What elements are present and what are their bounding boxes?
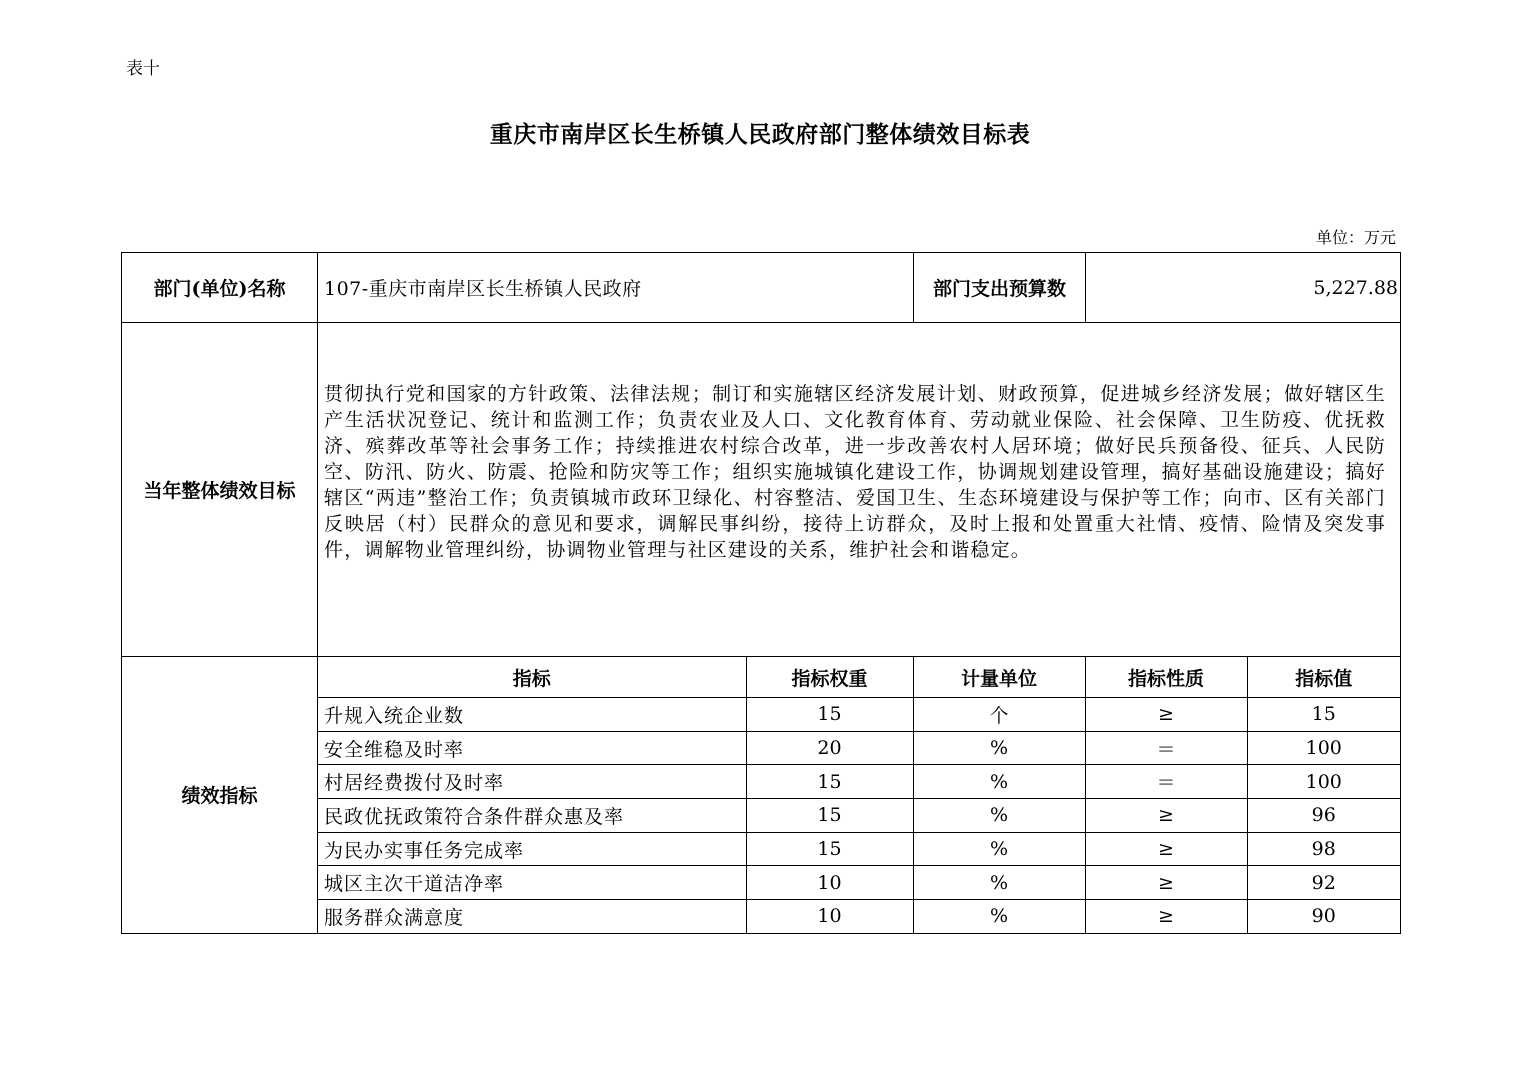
indicator-name: 民政优抚政策符合条件群众惠及率 [318, 799, 746, 833]
indicator-weight: 15 [746, 799, 913, 833]
table-row [318, 832, 1400, 866]
indicator-value: 96 [1247, 799, 1400, 833]
indicator-name: 升规入统企业数 [318, 698, 746, 732]
table-row [318, 900, 1400, 933]
indicator-nature: ≥ [1085, 866, 1247, 900]
indicators-label: 绩效指标 [122, 657, 318, 934]
department-row [122, 253, 1401, 323]
indicator-weight: 15 [746, 765, 913, 799]
indicator-unit: % [913, 832, 1085, 866]
indicator-unit: % [913, 731, 1085, 765]
col-nature: 指标性质 [1085, 657, 1247, 698]
dept-label: 部门(单位)名称 [122, 253, 318, 323]
indicator-value: 100 [1247, 765, 1400, 799]
indicator-name: 村居经费拨付及时率 [318, 765, 746, 799]
dept-name: 107-重庆市南岸区长生桥镇人民政府 [318, 253, 914, 323]
unit-label: 单位：万元 [1315, 228, 1396, 247]
table-row [318, 698, 1400, 732]
budget-value: 5,227.88 [1086, 253, 1401, 323]
table-number-label: 表十 [126, 59, 160, 79]
performance-goal-table [121, 252, 1401, 934]
indicator-weight: 15 [746, 832, 913, 866]
indicators-header-row [318, 657, 1400, 698]
col-unit: 计量单位 [913, 657, 1085, 698]
indicator-nature: ≥ [1085, 832, 1247, 866]
indicator-unit: % [913, 799, 1085, 833]
budget-label: 部门支出预算数 [914, 253, 1086, 323]
indicator-value: 100 [1247, 731, 1400, 765]
indicator-value: 98 [1247, 832, 1400, 866]
goal-row [122, 323, 1401, 657]
indicators-table [318, 657, 1400, 933]
indicator-name: 服务群众满意度 [318, 900, 746, 933]
indicator-nature: ＝ [1085, 765, 1247, 799]
indicator-value: 92 [1247, 866, 1400, 900]
indicators-row [122, 657, 1401, 934]
indicator-nature: ≥ [1085, 698, 1247, 732]
indicator-nature: ＝ [1085, 731, 1247, 765]
indicator-nature: ≥ [1085, 900, 1247, 933]
table-row [318, 866, 1400, 900]
table-row [318, 765, 1400, 799]
indicator-unit: % [913, 900, 1085, 933]
indicator-weight: 20 [746, 731, 913, 765]
col-weight: 指标权重 [746, 657, 913, 698]
table-row [318, 799, 1400, 833]
indicator-unit: % [913, 765, 1085, 799]
indicator-unit: 个 [913, 698, 1085, 732]
goal-label: 当年整体绩效目标 [122, 323, 318, 657]
col-value: 指标值 [1247, 657, 1400, 698]
indicator-name: 城区主次干道洁净率 [318, 866, 746, 900]
indicator-name: 安全维稳及时率 [318, 731, 746, 765]
table-row [318, 731, 1400, 765]
indicator-weight: 10 [746, 900, 913, 933]
indicator-value: 15 [1247, 698, 1400, 732]
indicator-weight: 15 [746, 698, 913, 732]
indicator-nature: ≥ [1085, 799, 1247, 833]
indicator-value: 90 [1311, 905, 1336, 928]
col-indicator: 指标 [318, 657, 746, 698]
indicator-unit: % [913, 866, 1085, 900]
page-title: 重庆市南岸区长生桥镇人民政府部门整体绩效目标表 [489, 121, 1031, 148]
indicator-weight: 10 [746, 866, 913, 900]
indicator-name: 为民办实事任务完成率 [318, 832, 746, 866]
goal-text: 贯彻执行党和国家的方针政策、法律法规；制订和实施辖区经济发展计划、财政预算，促进城乡经济发展；做好辖区生产生活状况登记、统计和监测工作；负责农业及人口、文化教育体育、劳动就业保险、社会保障、卫生防疫、优抚救济、殡葬改革等社会事务工作；持续推进农村综合改革，进一步改善农村人居环境；做好民兵预备役、征兵、人民防空、防汛、防火、防震、抢险和防灾等工作；组织实施城镇化建设工作，协调规划建设管理，搞好基础设施建设；搞好辖区“两违”整治工作；负责镇城市政环卫绿化、村容整洁、爱国卫生、生态环境建设与保护等工作；向市、区有关部门反映居（村）民群众的意见和要求，调解民事纠纷，接待上访群众，及时上报和处置重大社情、疫情、险情及突发事件，调解物业管理纠纷，协调物业管理与社区建设的关系，维护社会和谐稳定。 [318, 323, 1401, 657]
